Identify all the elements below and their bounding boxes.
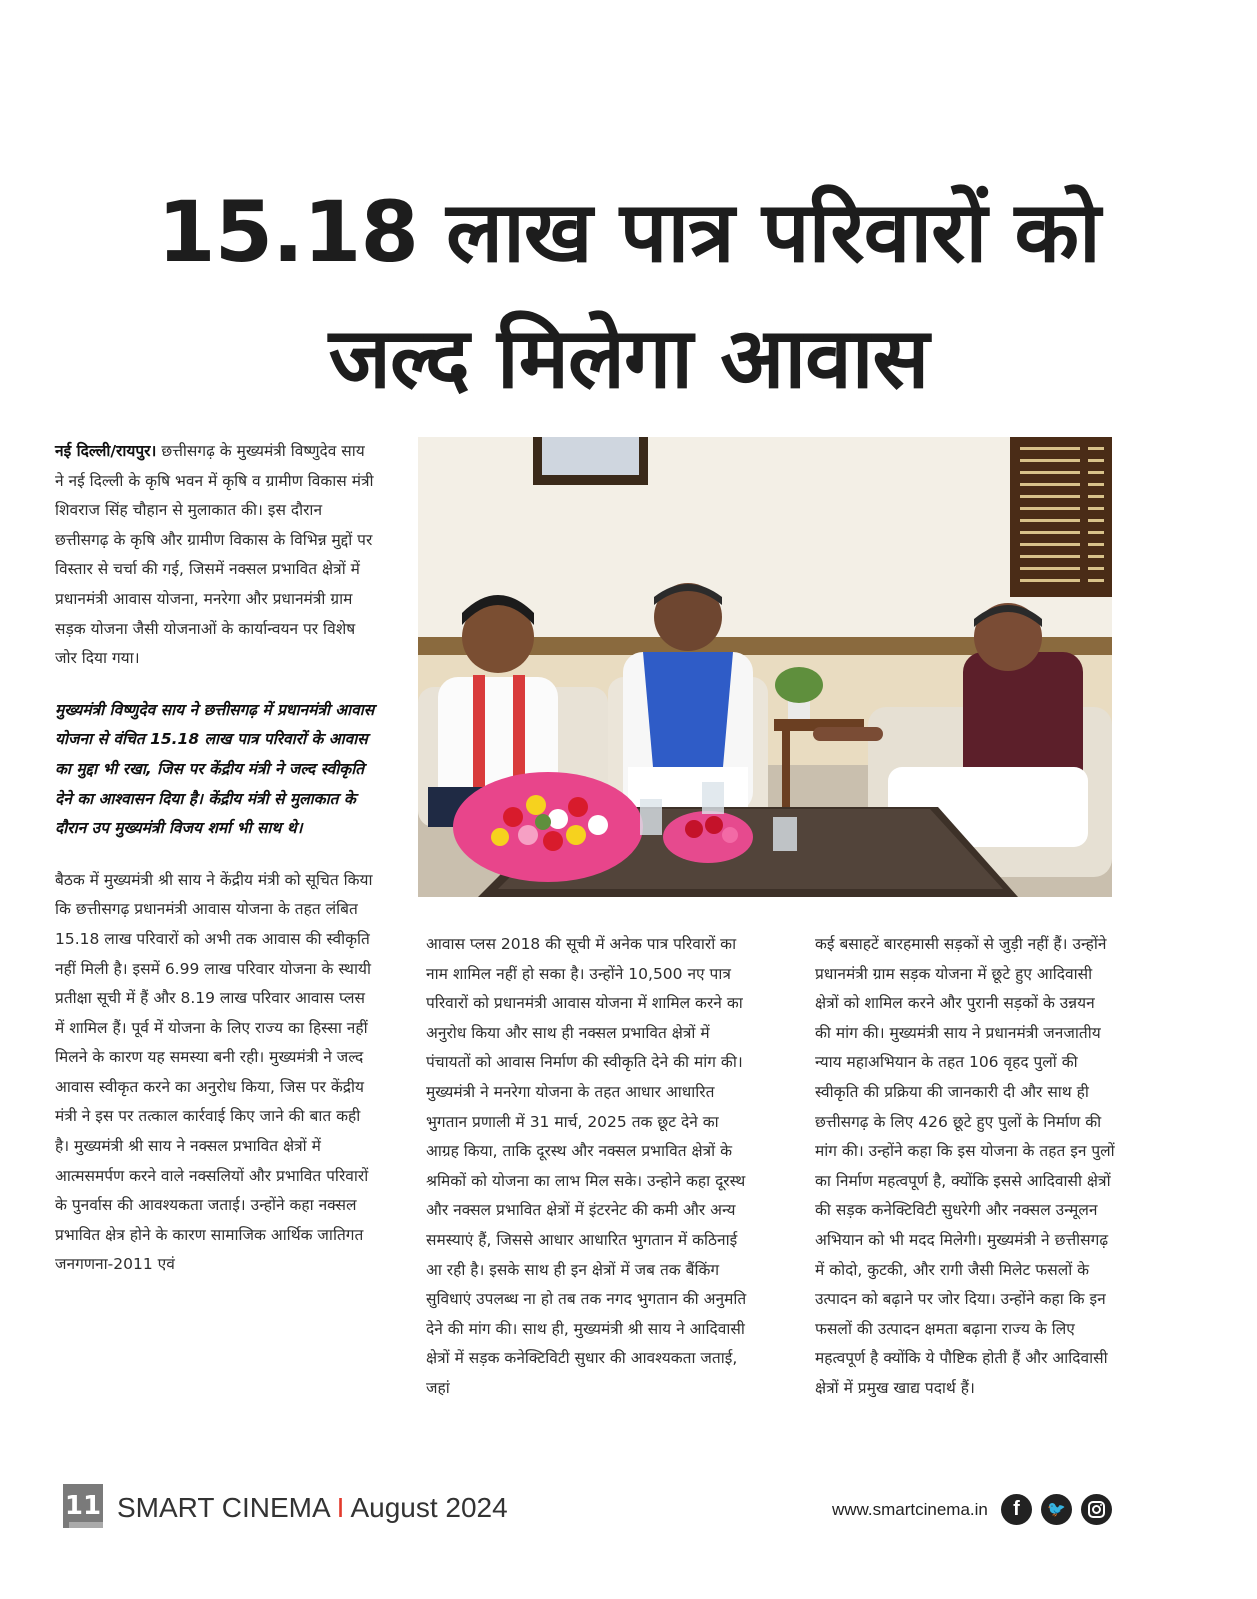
body-paragraph-1: बैठक में मुख्यमंत्री श्री साय ने केंद्रीय मंत्री को सूचित किया कि छत्तीसगढ़ प्रधानमंत्री आवास योजना के तहत लंबित 15.18 लाख परिवारों को अभी तक आवास की स्वीकृति नहीं मिली है। इसमें 6.99 लाख परिवार योजना के स्थायी प्रतीक्षा सूची में हैं और 8.19 लाख परिवार आवास प्लस में शामिल हैं। पूर्व में योजना के लिए राज्य का हिस्सा नहीं मिलने के कारण यह समस्या बनी रही। मुख्यमंत्री ने जल्द आवास स्वीकृत करने का अनुरोध किया, जिस पर केंद्रीय मंत्री ने इस पर तत्काल कार्रवाई किए जाने की बात कही है। मुख्यमंत्री श्री साय ने नक्सल प्रभावित क्षेत्रों में आत्मसमर्पण करने वाले नक्सलियों और प्रभावित परिवारों के पुनर्वास की आवश्यकता जताई। उन्होंने कहा नक्सल प्रभावित क्षेत्र होने के कारण सामाजिक आर्थिक जातिगत जनगणना-2011 एवं xyxy=(55,870,373,1274)
dateline: नई दिल्ली/रायपुर। xyxy=(55,442,157,460)
website-link[interactable]: www.smartcinema.in xyxy=(832,1500,988,1519)
page-number: 11 xyxy=(63,1484,103,1528)
headline-line-1: 15.18 लाख पात्र परिवारों को xyxy=(157,183,1100,281)
meeting-photo xyxy=(418,437,1112,897)
facebook-icon[interactable]: f xyxy=(1001,1494,1032,1525)
instagram-glyph xyxy=(1081,1494,1112,1525)
footer-separator: I xyxy=(336,1492,345,1523)
magazine-name: SMART CINEMA xyxy=(117,1492,331,1523)
article-column-1 xyxy=(55,437,377,1280)
meeting-photo-illustration xyxy=(418,437,1112,897)
intro-text: छत्तीसगढ़ के मुख्यमंत्री विष्णुदेव साय ने नई दिल्ली के कृषि भवन में कृषि व ग्रामीण विकास मंत्री शिवराज सिंह चौहान से मुलाकात की। इस दौरान छत्तीसगढ़ के कृषि और ग्रामीण विकास के विभिन्न मुद्दों पर विस्तार से चर्चा की गई, जिसमें नक्सल प्रभावित क्षेत्रों में प्रधानमंत्री आवास योजना, मनरेगा और प्रधानमंत्री ग्राम सड़क योजना जैसी योजनाओं के कार्यान्वयन पर विशेष जोर दिया गया। xyxy=(55,442,374,668)
body-paragraph-2: आवास प्लस 2018 की सूची में अनेक पात्र परिवारों का नाम शामिल नहीं हो सका है। उन्होंने 10,500 नए पात्र परिवारों को प्रधानमंत्री आवास योजना में शामिल करने का अनुरोध किया और साथ ही नक्सल प्रभावित क्षेत्रों में पंचायतों को आवास निर्माण की स्वीकृति देने की मांग की। मुख्यमंत्री ने मनरेगा योजना के तहत आधार आधारित भुगतान प्रणाली में 31 मार्च, 2025 तक छूट देने का आग्रह किया, ताकि दूरस्थ और नक्सल प्रभावित क्षेत्रों के श्रमिकों को योजना का लाभ मिल सके। उन्होने कहा दूरस्थ और नक्सल प्रभावित क्षेत्रों में इंटरनेट की कमी और अन्य समस्याएं हैं, जिससे आधार आधारित भुगतान में कठिनाई आ रही है। इसके साथ ही इन क्षेत्रों में जब तक बैंकिंग सुविधाएं उपलब्ध ना हो तब तक नगद भुगतान की अनुमति देने की मांग की। साथ ही, मुख्यमंत्री श्री साय ने आदिवासी क्षेत्रों में सड़क कनेक्टिविटी सुधार की आवश्यकता जताई, जहां xyxy=(426,935,747,1397)
intro-paragraph xyxy=(55,437,377,674)
article-column-2 xyxy=(426,930,748,1404)
instagram-icon[interactable] xyxy=(1081,1494,1112,1525)
magazine-footer xyxy=(117,1488,508,1528)
article-column-3 xyxy=(815,930,1115,1404)
issue-date: August 2024 xyxy=(350,1492,508,1523)
headline-line-2: जल्द मिलेगा आवास xyxy=(328,309,929,407)
twitter-icon[interactable]: 🐦 xyxy=(1041,1494,1072,1525)
body-paragraph-3: कई बसाहटें बारहमासी सड़कों से जुड़ी नहीं हैं। उन्होंने प्रधानमंत्री ग्राम सड़क योजना में छूटे हुए आदिवासी क्षेत्रों को शामिल करने और पुरानी सड़कों के उन्नयन की मांग की। मुख्यमंत्री साय ने प्रधानमंत्री जनजातीय न्याय महाअभियान के तहत 106 वृहद पुलों की स्वीकृति की प्रक्रिया की जानकारी दी और साथ ही छत्तीसगढ़ के लिए 426 छूटे हुए पुलों के निर्माण की मांग की। उन्होंने कहा कि इस योजना के तहत इन पुलों का निर्माण महत्वपूर्ण है, क्योंकि इससे आदिवासी क्षेत्रों की सड़क कनेक्टिविटी सुधरेगी और नक्सल उन्मूलन अभियान को भी मदद मिलेगी। मुख्यमंत्री ने छत्तीसगढ़ में कोदो, कुटकी, और रागी जैसी मिलेट फसलों के उत्पादन को बढ़ाने पर जोर दिया। उन्होंने कहा कि इन फसलों की उत्पादन क्षमता बढ़ाना राज्य के लिए महत्वपूर्ण है क्योंकि ये पौष्टिक होती हैं और आदिवासी क्षेत्रों में प्रमुख खाद्य पदार्थ हैं। xyxy=(815,935,1115,1397)
highlight-quote: मुख्यमंत्री विष्णुदेव साय ने छत्तीसगढ़ में प्रधानमंत्री आवास योजना से वंचित 15.18 लाख पात्र परिवारों के आवास का मुद्दा भी रखा, जिस पर केंद्रीय मंत्री ने जल्द स्वीकृति देने का आश्वासन दिया है। केंद्रीय मंत्री से मुलाकात के दौरान उप मुख्यमंत्री विजय शर्मा भी साथ थे। xyxy=(55,700,375,838)
